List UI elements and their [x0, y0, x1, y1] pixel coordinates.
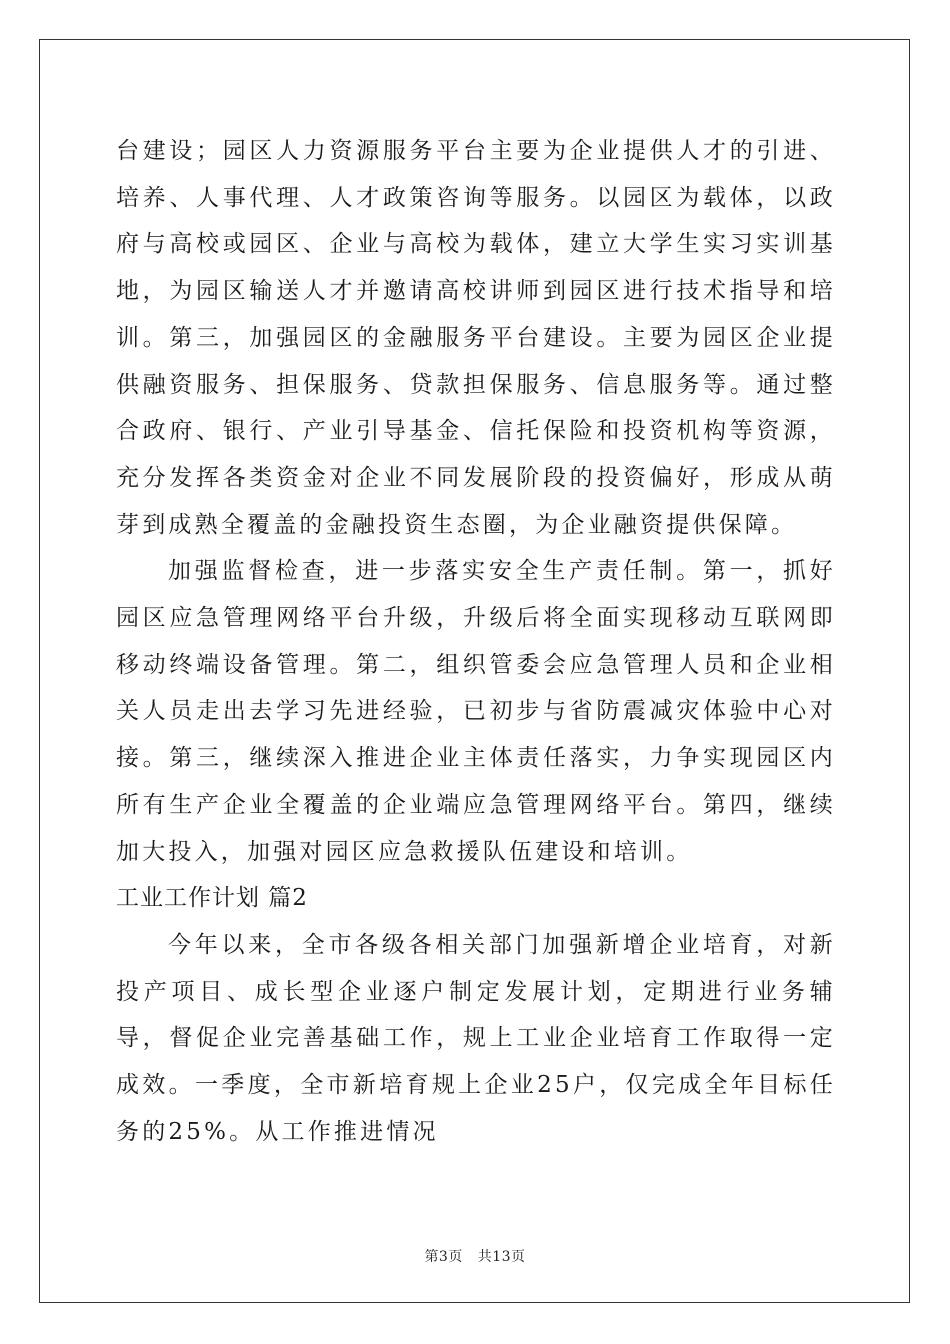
paragraph-enterprise-cultivation: 今年以来，全市各级各相关部门加强新增企业培育，对新投产项目、成长型企业逐户制定发展计划，定期进行业务辅导，督促企业完善基础工作，规上工业企业培育工作取得一定成效。一季度，全市新培育规上企业25户，仅完成全年目标任务的25%。从工作推进情况 [116, 931, 836, 1145]
section-heading: 工业工作计划 篇2 [116, 885, 308, 912]
paragraph-continued: 台建设；园区人力资源服务平台主要为企业提供人才的引进、培养、人事代理、人才政策咨询等服务。以园区为载体，以政府与高校或园区、企业与高校为载体，建立大学生实习实训基地，为园区输送人才并邀请高校讲师到园区进行技术指导和培训。第三，加强园区的金融服务平台建设。主要为园区企业提供融资服务、担保服务、贷款担保服务、信息服务等。通过整合政府、银行、产业引导基金、信托保险和投资机构等资源，充分发挥各类资金对企业不同发展阶段的投资偏好，形成从萌芽到成熟全覆盖的金融投资生态圈，为企业融资提供保障。 [116, 138, 836, 538]
paragraph-safety-supervision: 加强监督检查，进一步落实安全生产责任制。第一，抓好园区应急管理网络平台升级，升级后将全面实现移动互联网即移动终端设备管理。第二，组织管委会应急管理人员和企业相关人员走出去学习先进经验，已初步与省防震减灾体验中心对接。第三，继续深入推进企业主体责任落实，力争实现园区内所有生产企业全覆盖的企业端应急管理网络平台。第四，继续加大投入，加强对园区应急救援队伍建设和培训。 [116, 558, 836, 865]
document-body [116, 128, 836, 1155]
page-footer [0, 1246, 950, 1266]
page-total: 共13页 [477, 1249, 526, 1265]
page-number: 第3页 [424, 1249, 463, 1265]
